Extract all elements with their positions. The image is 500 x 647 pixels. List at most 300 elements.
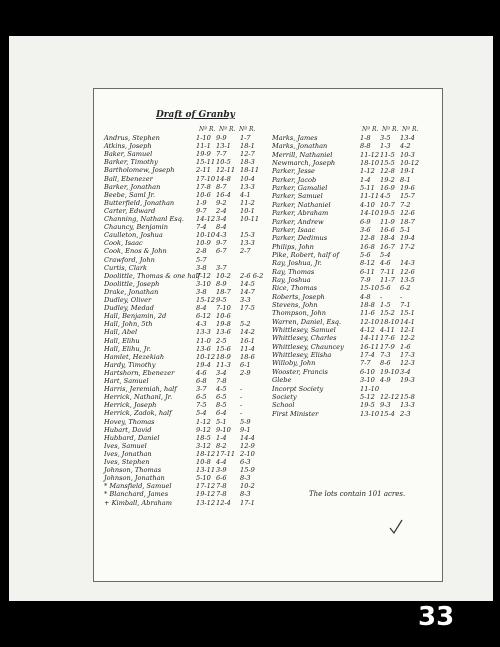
proprietor-name: Herrick, Zadok, half: [104, 409, 172, 418]
proprietor-name: Hart, Samuel: [104, 377, 149, 385]
lot-number-1: 7-7: [360, 359, 371, 368]
proprietor-name: Harris, Jeremiah, half: [104, 385, 177, 394]
lot-number-3: 14-4: [240, 433, 255, 442]
lot-number-3: 18-7: [400, 217, 415, 226]
lot-number-1: 2-8: [196, 247, 207, 256]
lot-number-2: 7-8: [216, 482, 227, 491]
lot-number-2: 3-9: [216, 466, 227, 475]
proprietor-name: Ray, Joshua: [272, 275, 311, 284]
lot-number-2: 7-8: [216, 377, 227, 385]
lot-number-2: 2-5: [216, 336, 227, 345]
lot-number-2: 10-7: [380, 200, 395, 209]
lot-number-3: 19-3: [400, 376, 415, 385]
lot-number-2: 1-3: [380, 142, 391, 151]
proprietor-name: Ray, Thomas: [272, 267, 315, 276]
lot-number-3: 19-6: [400, 184, 415, 193]
lot-number-3: 10-2: [240, 482, 255, 491]
lot-number-1: 3-8: [196, 287, 207, 296]
proprietor-name: Crawford, John: [104, 255, 155, 264]
proprietor-name: Roberts, Joseph: [272, 292, 325, 301]
lot-number-3: 2-9: [240, 368, 251, 377]
lot-number-2: 8-4: [216, 223, 227, 232]
proprietor-name: Doolittle, Joseph: [104, 279, 160, 288]
lot-number-2: 19-10: [380, 367, 400, 376]
proprietor-name: Atkins, Joseph: [104, 142, 152, 151]
proprietor-name: Dudley, Oliver: [104, 296, 152, 304]
ledger-row: [272, 410, 442, 419]
proprietor-name: Cook, Isaac: [104, 239, 143, 248]
lot-number-3: 17-5: [240, 304, 255, 313]
lot-number-3: 2-3: [400, 409, 411, 418]
lot-number-3: 18-3: [240, 158, 255, 167]
lot-number-2: 12-8: [380, 167, 395, 176]
proprietor-name: Willoby, John: [272, 359, 316, 368]
lot-number-1: 3-8: [196, 263, 207, 272]
lot-number-1: 6-11: [360, 267, 375, 276]
lot-number-2: 5-4: [380, 250, 391, 259]
lot-number-2: 11-5: [380, 150, 395, 159]
lot-number-1: 7-12: [196, 271, 211, 280]
lot-number-3: 17-2: [400, 242, 415, 251]
proprietor-name: Parker, Gamaliel: [272, 184, 328, 193]
lot-number-2: 15-6: [216, 344, 231, 353]
lot-number-3: 4-2: [400, 142, 411, 151]
proprietor-name: Wooster, Francis: [272, 367, 328, 376]
proprietor-name: Society: [272, 392, 297, 401]
lot-number-3: 12-3: [400, 359, 415, 368]
lot-number-3: -: [240, 409, 243, 418]
lot-number-3: 7-2: [400, 200, 411, 209]
lot-number-2: 3-5: [380, 134, 391, 142]
lot-number-3: 19-1: [400, 167, 415, 176]
lot-number-3: -: [240, 393, 243, 402]
lot-number-2: 4-3: [216, 231, 227, 240]
lot-number-1: 2-11: [196, 166, 211, 175]
lot-number-2: 4-11: [380, 326, 395, 335]
lot-number-1: 19-5: [360, 401, 375, 410]
lot-number-1: 9-7: [196, 206, 207, 215]
lot-number-1: 1-4: [360, 175, 371, 184]
lot-number-3: 8-3: [240, 474, 251, 483]
lot-number-1: 12-10: [360, 317, 380, 326]
lot-number-1: 13-12: [196, 498, 216, 507]
lot-number-1: 8-4: [196, 304, 207, 313]
lot-number-1: 17-4: [360, 351, 375, 360]
lot-number-3: 10-4: [240, 174, 255, 183]
lot-number-3: 10-11: [240, 215, 260, 223]
lot-number-3: 13-5: [400, 275, 415, 284]
proprietor-name: Hall, Benjamin, 2d: [104, 312, 167, 321]
proprietor-name: First Minister: [272, 409, 319, 418]
lot-number-3: 17-3: [400, 351, 415, 360]
lot-number-1: 17-10: [196, 174, 216, 183]
lot-number-3: 15-1: [400, 309, 415, 318]
lot-number-2: 4-4: [216, 458, 227, 466]
lot-number-2: 1-4: [216, 433, 227, 442]
lot-number-1: 8-12: [360, 259, 375, 268]
lot-number-3: 5-2: [240, 320, 251, 329]
lot-number-2: 15-2: [380, 309, 395, 318]
proprietor-name: Bartholomew, Joseph: [104, 166, 175, 175]
lot-number-1: 15-12: [196, 296, 216, 304]
lot-number-1: 14-12: [196, 215, 216, 223]
lot-number-3: 14-7: [240, 287, 255, 296]
lot-number-2: 12-4: [216, 498, 231, 507]
proprietor-name: Parker, Isaac: [272, 225, 316, 234]
lot-number-1: 5-12: [360, 392, 375, 401]
proprietor-name: Marks, James: [272, 134, 318, 142]
lot-number-3: 12-7: [240, 150, 255, 159]
lot-number-1: 3-10: [360, 376, 375, 385]
lot-number-2: 9-3: [380, 401, 391, 410]
proprietor-name: Johnson, Thomas: [104, 466, 162, 475]
lot-number-3: 1-7: [240, 134, 251, 142]
proprietor-name: Drake, Jonathan: [104, 287, 159, 296]
proprietor-name: + Kimball, Abraham: [104, 498, 172, 507]
lot-number-1: 11-12: [360, 150, 380, 159]
proprietor-name: Parker, Samuel: [272, 192, 323, 201]
lot-number-1: 10-10: [196, 231, 216, 240]
proprietor-name: Johnson, Jonathan: [104, 474, 165, 483]
lot-number-1: 15-11: [196, 158, 216, 167]
lot-number-2: 16-6: [380, 225, 395, 234]
proprietor-name: Ives, Stephen: [104, 458, 150, 466]
lot-number-3: 12-6: [400, 267, 415, 276]
lot-number-2: 4-5: [380, 192, 391, 201]
proprietor-name: Philips, John: [272, 242, 314, 251]
proprietor-name: Warren, Daniel, Esq.: [272, 317, 342, 326]
proprietor-name: Parker, Jacob: [272, 175, 317, 184]
lot-number-1: 18-5: [196, 433, 211, 442]
lot-number-1: 6-9: [360, 217, 371, 226]
lot-number-1: 7-4: [196, 223, 207, 232]
lot-number-3: 10-1: [240, 206, 255, 215]
lot-number-2: 5-6: [380, 284, 391, 293]
lot-number-2: 6-4: [216, 409, 227, 418]
lot-number-1: 16-11: [360, 342, 380, 351]
lot-number-1: 5-11: [360, 184, 375, 193]
lot-number-3: 7-1: [400, 301, 411, 309]
acreage-note: The lots contain 101 acres.: [309, 490, 406, 498]
lot-number-2: 8-7: [216, 182, 227, 191]
lot-number-1: 18-8: [360, 301, 375, 309]
lot-number-3: 8-3: [240, 490, 251, 499]
proprietor-name: * Blanchard, James: [104, 490, 169, 499]
lot-number-3: 15-9: [240, 466, 255, 475]
lot-number-3: 18-6: [240, 352, 255, 361]
proprietor-name: Rice, Thomas: [272, 284, 318, 293]
lot-number-3: 15-8: [400, 392, 415, 401]
lot-number-3: 2-6 6-2: [240, 271, 264, 280]
proprietor-name: Dudley, Medad: [104, 304, 154, 313]
lot-number-2: 9-2: [216, 198, 227, 207]
lot-number-1: 13-6: [196, 344, 211, 353]
lot-number-1: 18-12: [196, 449, 216, 458]
lot-number-3: 14-5: [240, 279, 255, 288]
lot-number-3: 13-3: [240, 239, 255, 248]
proprietor-name: Caulleton, Joshua: [104, 231, 163, 240]
lot-number-1: 4-3: [196, 320, 207, 329]
proprietor-name: Barker, Timothy: [104, 158, 158, 167]
lot-number-1: 13-3: [196, 328, 211, 337]
proprietor-name: Marks, Jonathan: [272, 142, 328, 151]
lot-number-2: 10-6: [216, 312, 231, 321]
proprietor-name: Ball, Ebenezer: [104, 174, 153, 183]
lot-number-2: 12-12: [380, 392, 400, 401]
lot-number-3: -: [400, 292, 403, 301]
lot-number-2: 7-7: [216, 150, 227, 159]
lot-number-1: 5-6: [360, 250, 371, 259]
page-number: 33: [418, 602, 455, 632]
proprietor-name: Hubbard, Daniel: [104, 433, 160, 442]
lot-number-1: 4-6: [196, 368, 207, 377]
lot-number-3: 18-1: [240, 142, 255, 151]
lot-number-2: 16-9: [380, 184, 395, 193]
lot-number-2: 9-7: [216, 239, 227, 248]
ledger-row: [104, 499, 274, 508]
lot-number-1: 17-12: [196, 482, 216, 491]
proprietor-name: Curtis, Clark: [104, 263, 148, 272]
lot-number-1: 1-8: [360, 134, 371, 142]
proprietor-name: Whittlesey, Charles: [272, 334, 337, 343]
lot-number-3: 14-2: [240, 328, 255, 337]
lot-number-2: 12-11: [216, 166, 236, 175]
lot-number-2: 17-6: [380, 334, 395, 343]
lot-number-2: 11-9: [380, 217, 395, 226]
lot-number-2: 3-4: [216, 215, 227, 223]
left-col-header-1: Nº R.: [199, 126, 216, 133]
lot-number-1: 10-12: [196, 352, 216, 361]
lot-number-3: 10-12: [400, 159, 420, 168]
lot-number-1: 11-6: [360, 309, 375, 318]
lot-number-2: 8-6: [380, 359, 391, 368]
proprietor-name: Whittlesey, Elisha: [272, 351, 332, 360]
lot-number-1: 14-10: [360, 209, 380, 218]
right-col-header-1: Nº R.: [362, 126, 379, 133]
lot-number-3: 12-9: [240, 441, 255, 450]
lot-number-3: 4-1: [240, 190, 251, 199]
lot-number-2: 7-10: [216, 304, 231, 313]
lot-number-2: 3-7: [216, 263, 227, 272]
lot-number-1: 1-12: [196, 417, 211, 426]
lot-number-1: 6-12: [196, 312, 211, 321]
lot-number-2: 8-9: [216, 279, 227, 288]
proprietor-name: Glebe: [272, 376, 292, 385]
proprietor-name: Parker, Andrew: [272, 217, 324, 226]
lot-number-1: 11-11: [360, 192, 380, 201]
lot-number-2: 7-8: [216, 490, 227, 499]
lot-number-1: 19-12: [196, 490, 216, 499]
lot-number-1: 3-6: [360, 225, 371, 234]
lot-number-2: 15-5: [380, 159, 395, 168]
lot-number-3: 8-1: [400, 175, 411, 184]
proprietor-name: Hartshorn, Ebenezer: [104, 368, 175, 377]
lot-number-3: 12-2: [400, 334, 415, 343]
lot-number-1: 7-5: [196, 401, 207, 410]
proprietor-name: Doolittle, Thomas & one half: [104, 271, 201, 280]
proprietor-name: Incorpt Society: [272, 384, 324, 393]
lot-number-2: 2-4: [216, 206, 227, 215]
proprietor-name: Hubart, David: [104, 425, 152, 434]
lot-number-1: 14-11: [360, 334, 380, 343]
proprietor-name: Hall, Elihu, Jr.: [104, 344, 151, 353]
proprietor-name: Hardy, Timothy: [104, 360, 156, 369]
lot-number-1: 10-9: [196, 239, 211, 248]
proprietor-name: Butterfield, Jonathan: [104, 198, 175, 207]
lot-number-3: 12-1: [400, 326, 415, 335]
proprietor-name: Herrick, Nathanl, Jr.: [104, 393, 173, 402]
lot-number-3: 3-3: [240, 296, 251, 304]
proprietor-name: Ray, Joshua, Jr.: [272, 259, 322, 268]
lot-number-2: 4-9: [380, 376, 391, 385]
lot-number-2: 10-5: [216, 158, 231, 167]
lot-number-2: 10-2: [216, 271, 231, 280]
lot-number-3: 17-1: [240, 498, 255, 507]
lot-number-2: 4-6: [380, 259, 391, 268]
lot-number-3: 9-1: [240, 425, 251, 434]
left-col-header-2: Nº R.: [219, 126, 236, 133]
proprietor-name: Parker, Jesse: [272, 167, 315, 176]
lot-number-3: 11-2: [240, 198, 255, 207]
lot-number-2: 19-5: [380, 209, 395, 218]
lot-number-1: 11-10: [360, 384, 380, 393]
proprietor-name: Whittlesey, Chauncey: [272, 342, 344, 351]
lot-number-2: 18-10: [380, 317, 400, 326]
lot-number-1: 4-12: [360, 326, 375, 335]
lot-number-2: 7-3: [380, 351, 391, 360]
lot-number-2: 13-1: [216, 142, 231, 151]
lot-number-1: 17-8: [196, 182, 211, 191]
lot-number-1: 4-8: [360, 292, 371, 301]
lot-number-2: 16-4: [216, 190, 231, 199]
lot-number-3: 16-1: [240, 336, 255, 345]
lot-number-1: 1-9: [196, 198, 207, 207]
lot-number-1: 10-8: [196, 458, 211, 466]
lot-number-2: 9-10: [216, 425, 231, 434]
proprietor-name: Ives, Samuel: [104, 441, 147, 450]
lot-number-2: 18-4: [380, 234, 395, 243]
proprietor-name: Hall, John, 5th: [104, 320, 153, 329]
lot-number-3: 13-3: [240, 182, 255, 191]
lot-number-3: 19-4: [400, 234, 415, 243]
lot-number-2: 6-5: [216, 393, 227, 402]
lot-number-3: 15-7: [400, 192, 415, 201]
document-sheet: [93, 88, 443, 582]
proprietor-name: School: [272, 401, 295, 410]
lot-number-1: 7-9: [360, 275, 371, 284]
lot-number-1: 6-8: [196, 377, 207, 385]
proprietor-name: Pike, Robert, half of: [272, 250, 339, 259]
lot-number-3: 11-4: [240, 344, 255, 353]
proprietor-name: Chauncy, Benjamin: [104, 223, 169, 232]
lot-number-1: 11-0: [196, 336, 211, 345]
lot-number-2: -: [380, 292, 383, 301]
lot-number-1: 1-12: [360, 167, 375, 176]
lot-number-1: 15-10: [360, 284, 380, 293]
lot-number-1: 16-8: [360, 242, 375, 251]
lot-number-2: 5-1: [216, 417, 227, 426]
proprietor-name: Hall, Abel: [104, 328, 138, 337]
lot-number-2: 6-6: [216, 474, 227, 483]
left-col-header-3: Nº R.: [239, 126, 256, 133]
proprietor-name: Parker, Nathaniel: [272, 200, 331, 209]
lot-number-1: 3-7: [196, 385, 207, 394]
proprietor-name: Merrill, Nathaniel: [272, 150, 333, 159]
lot-number-3: 13-4: [400, 134, 415, 142]
lot-number-2: 9-5: [216, 296, 227, 304]
lot-number-1: 6-10: [360, 367, 375, 376]
proprietor-name: Cook, Enos & John: [104, 247, 167, 256]
lot-number-2: 18-7: [216, 287, 231, 296]
lot-number-1: 5-10: [196, 474, 211, 483]
lot-number-2: 17-11: [216, 449, 236, 458]
lot-number-2: 19-2: [380, 175, 395, 184]
proprietor-name: Thompson, John: [272, 309, 326, 318]
lot-number-3: 5-1: [400, 225, 411, 234]
proprietor-name: Hall, Elihu: [104, 336, 140, 345]
proprietor-name: Beebe, Saml Jr.: [104, 190, 156, 199]
lot-number-3: 3-4: [400, 367, 411, 376]
lot-number-3: 12-6: [400, 209, 415, 218]
lot-number-3: 14-3: [400, 259, 415, 268]
lot-number-3: -: [240, 401, 243, 410]
lot-number-3: 18-11: [240, 166, 260, 175]
lot-number-2: 6-7: [216, 247, 227, 256]
proprietor-name: Baker, Samuel: [104, 150, 153, 159]
lot-number-2: 11-3: [216, 360, 231, 369]
proprietor-name: Stevens, John: [272, 301, 318, 309]
lot-number-2: 14-8: [216, 174, 231, 183]
lot-number-1: 19-4: [196, 360, 211, 369]
lot-number-3: 6-2: [400, 284, 411, 293]
lot-number-2: 4-5: [216, 385, 227, 394]
lot-number-2: 17-9: [380, 342, 395, 351]
lot-number-3: 6-3: [240, 458, 251, 466]
lot-number-2: 11-7: [380, 275, 395, 284]
proprietor-name: Barker, Jonathan: [104, 182, 161, 191]
lot-number-2: 8-5: [216, 401, 227, 410]
proprietor-name: Newmarch, Joseph: [272, 159, 336, 168]
right-col-header-2: Nº R.: [382, 126, 399, 133]
proprietor-name: Hamlet, Hezekiah: [104, 352, 165, 361]
lot-number-3: 1-6: [400, 342, 411, 351]
lot-number-1: 12-8: [360, 234, 375, 243]
lot-number-3: 2-7: [240, 247, 251, 256]
lot-number-1: 10-6: [196, 190, 211, 199]
lot-number-1: 19-9: [196, 150, 211, 159]
lot-number-1: 3-12: [196, 441, 211, 450]
lot-number-2: 3-4: [216, 368, 227, 377]
proprietor-name: Andrus, Stephen: [104, 134, 160, 142]
lot-number-1: 1-10: [196, 134, 211, 142]
lot-number-2: 18-9: [216, 352, 231, 361]
document-title: Draft of Granby: [156, 110, 235, 120]
lot-number-3: 13-3: [400, 401, 415, 410]
lot-number-1: 3-10: [196, 279, 211, 288]
lot-number-2: 9-9: [216, 134, 227, 142]
proprietor-name: Hovey, Thomas: [104, 417, 155, 426]
lot-number-1: 5-7: [196, 255, 207, 264]
lot-number-1: 8-8: [360, 142, 371, 151]
lot-number-3: -: [240, 385, 243, 394]
proprietor-name: * Mansfield, Samuel: [104, 482, 172, 491]
lot-number-2: 19-8: [216, 320, 231, 329]
lot-number-1: 13-10: [360, 409, 380, 418]
lot-number-2: 13-6: [216, 328, 231, 337]
check-mark-icon: [389, 519, 403, 535]
proprietor-name: Parker, Dedimus: [272, 234, 328, 243]
lot-number-1: 18-10: [360, 159, 380, 168]
